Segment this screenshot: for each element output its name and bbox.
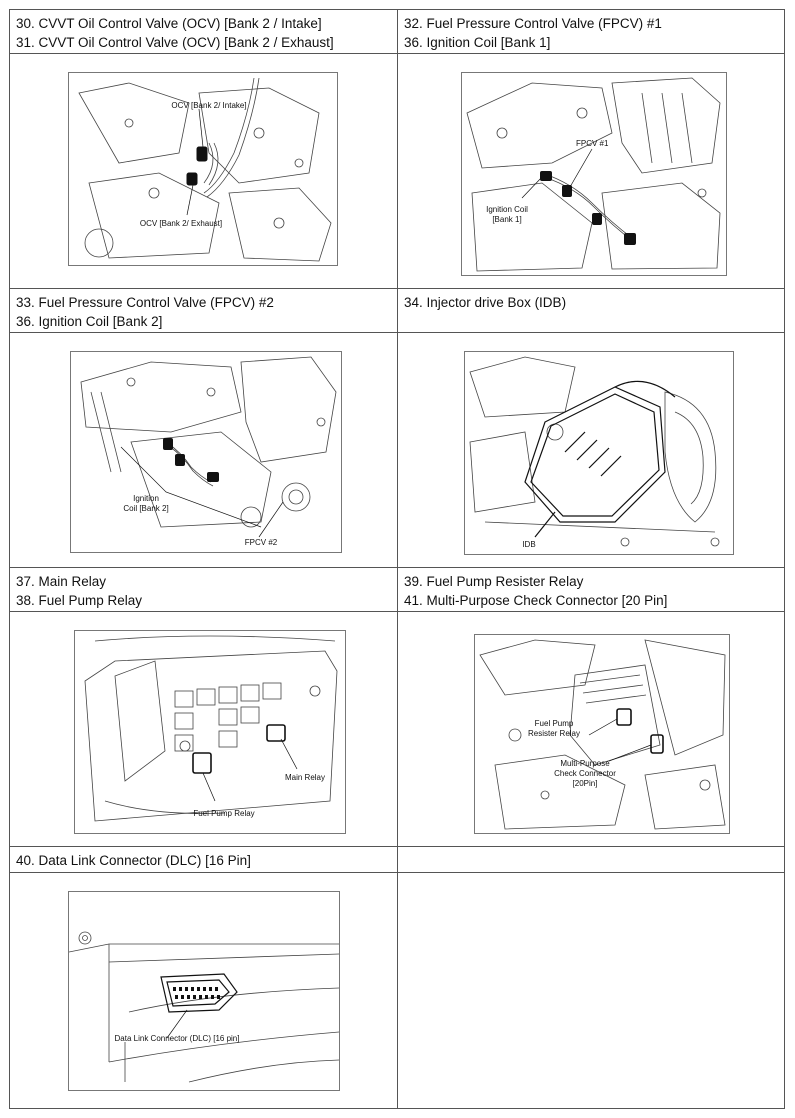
label-fpcv2: FPCV #2 bbox=[244, 538, 278, 547]
label-fuel-pump-resister-relay-line1: Fuel Pump bbox=[534, 719, 574, 728]
label-fuel-pump-resister-relay-line2: Resister Relay bbox=[527, 729, 580, 738]
label-main-relay: Main Relay bbox=[284, 773, 325, 782]
component-location-table bbox=[9, 9, 785, 1109]
label-ocv-exhaust: OCV [Bank 2/ Exhaust] bbox=[139, 219, 223, 228]
label-dlc: Data Link Connector (DLC) [16 pin] bbox=[114, 1034, 240, 1043]
header-cell-39-41 bbox=[397, 567, 785, 612]
header-cell-33-36 bbox=[9, 288, 398, 333]
header-line-38: 38. Fuel Pump Relay bbox=[16, 593, 143, 608]
figure-cell-ocv bbox=[9, 53, 398, 289]
header-line-32: 32. Fuel Pressure Control Valve (FPCV) #1 bbox=[404, 16, 662, 31]
header-line-31: 31. CVVT Oil Control Valve (OCV) [Bank 2 / Exhaust] bbox=[16, 35, 334, 50]
header-cell-30-31 bbox=[9, 9, 398, 54]
header-cell-empty bbox=[397, 846, 785, 873]
header-line-37: 37. Main Relay bbox=[16, 574, 107, 589]
header-cell-34 bbox=[397, 288, 785, 333]
figure-cell-dlc bbox=[9, 872, 398, 1109]
label-idb: IDB bbox=[522, 540, 536, 549]
header-line-36-bank1: 36. Ignition Coil [Bank 1] bbox=[404, 35, 551, 50]
idb-diagram bbox=[464, 351, 734, 555]
label-ignition-coil-bank2-line2: Coil [Bank 2] bbox=[123, 504, 169, 513]
figure-cell-fpcv1 bbox=[397, 53, 785, 289]
label-ignition-coil-bank1-line1: Ignition Coil bbox=[486, 205, 528, 214]
label-ocv-intake: OCV [Bank 2/ Intake] bbox=[171, 101, 247, 110]
resister-relay-diagram bbox=[474, 634, 730, 834]
engine-bay-line-drawing bbox=[475, 635, 729, 833]
header-line-41: 41. Multi-Purpose Check Connector [20 Pin] bbox=[404, 593, 668, 608]
header-line-40: 40. Data Link Connector (DLC) [16 Pin] bbox=[16, 853, 251, 868]
header-line-30: 30. CVVT Oil Control Valve (OCV) [Bank 2 / Intake] bbox=[16, 16, 322, 31]
figure-cell-empty bbox=[397, 872, 785, 1109]
fpcv1-diagram bbox=[461, 72, 727, 276]
label-ignition-coil-bank1-line2: [Bank 1] bbox=[492, 215, 522, 224]
fpcv2-diagram bbox=[70, 351, 342, 553]
dashboard-line-drawing bbox=[69, 892, 339, 1090]
label-fuel-pump-relay: Fuel Pump Relay bbox=[193, 809, 255, 818]
label-fpcv1: FPCV #1 bbox=[576, 139, 609, 148]
figure-cell-resister-relay bbox=[397, 611, 785, 847]
figure-cell-relays bbox=[9, 611, 398, 847]
engine-line-drawing bbox=[465, 352, 733, 554]
label-check-connector-line3: [20Pin] bbox=[572, 779, 598, 788]
header-cell-37-38 bbox=[9, 567, 398, 612]
ocv-diagram bbox=[68, 72, 338, 266]
figure-cell-fpcv2 bbox=[9, 332, 398, 568]
label-check-connector-line2: Check Connector bbox=[554, 769, 616, 778]
label-ignition-coil-bank2-line1: Ignition bbox=[133, 494, 159, 503]
engine-line-drawing bbox=[462, 73, 726, 275]
engine-line-drawing bbox=[71, 352, 341, 552]
header-cell-40 bbox=[9, 846, 398, 873]
header-line-33: 33. Fuel Pressure Control Valve (FPCV) #2 bbox=[16, 295, 274, 310]
header-line-36-bank2: 36. Ignition Coil [Bank 2] bbox=[16, 314, 163, 329]
relay-box-diagram bbox=[74, 630, 346, 834]
label-check-connector-line1: Multi-Purpose bbox=[560, 759, 610, 768]
header-line-34: 34. Injector drive Box (IDB) bbox=[404, 295, 567, 310]
header-line-39: 39. Fuel Pump Resister Relay bbox=[404, 574, 584, 589]
figure-cell-idb bbox=[397, 332, 785, 568]
dlc-diagram bbox=[68, 891, 340, 1091]
header-cell-32-36 bbox=[397, 9, 785, 54]
relay-box-line-drawing bbox=[75, 631, 345, 833]
